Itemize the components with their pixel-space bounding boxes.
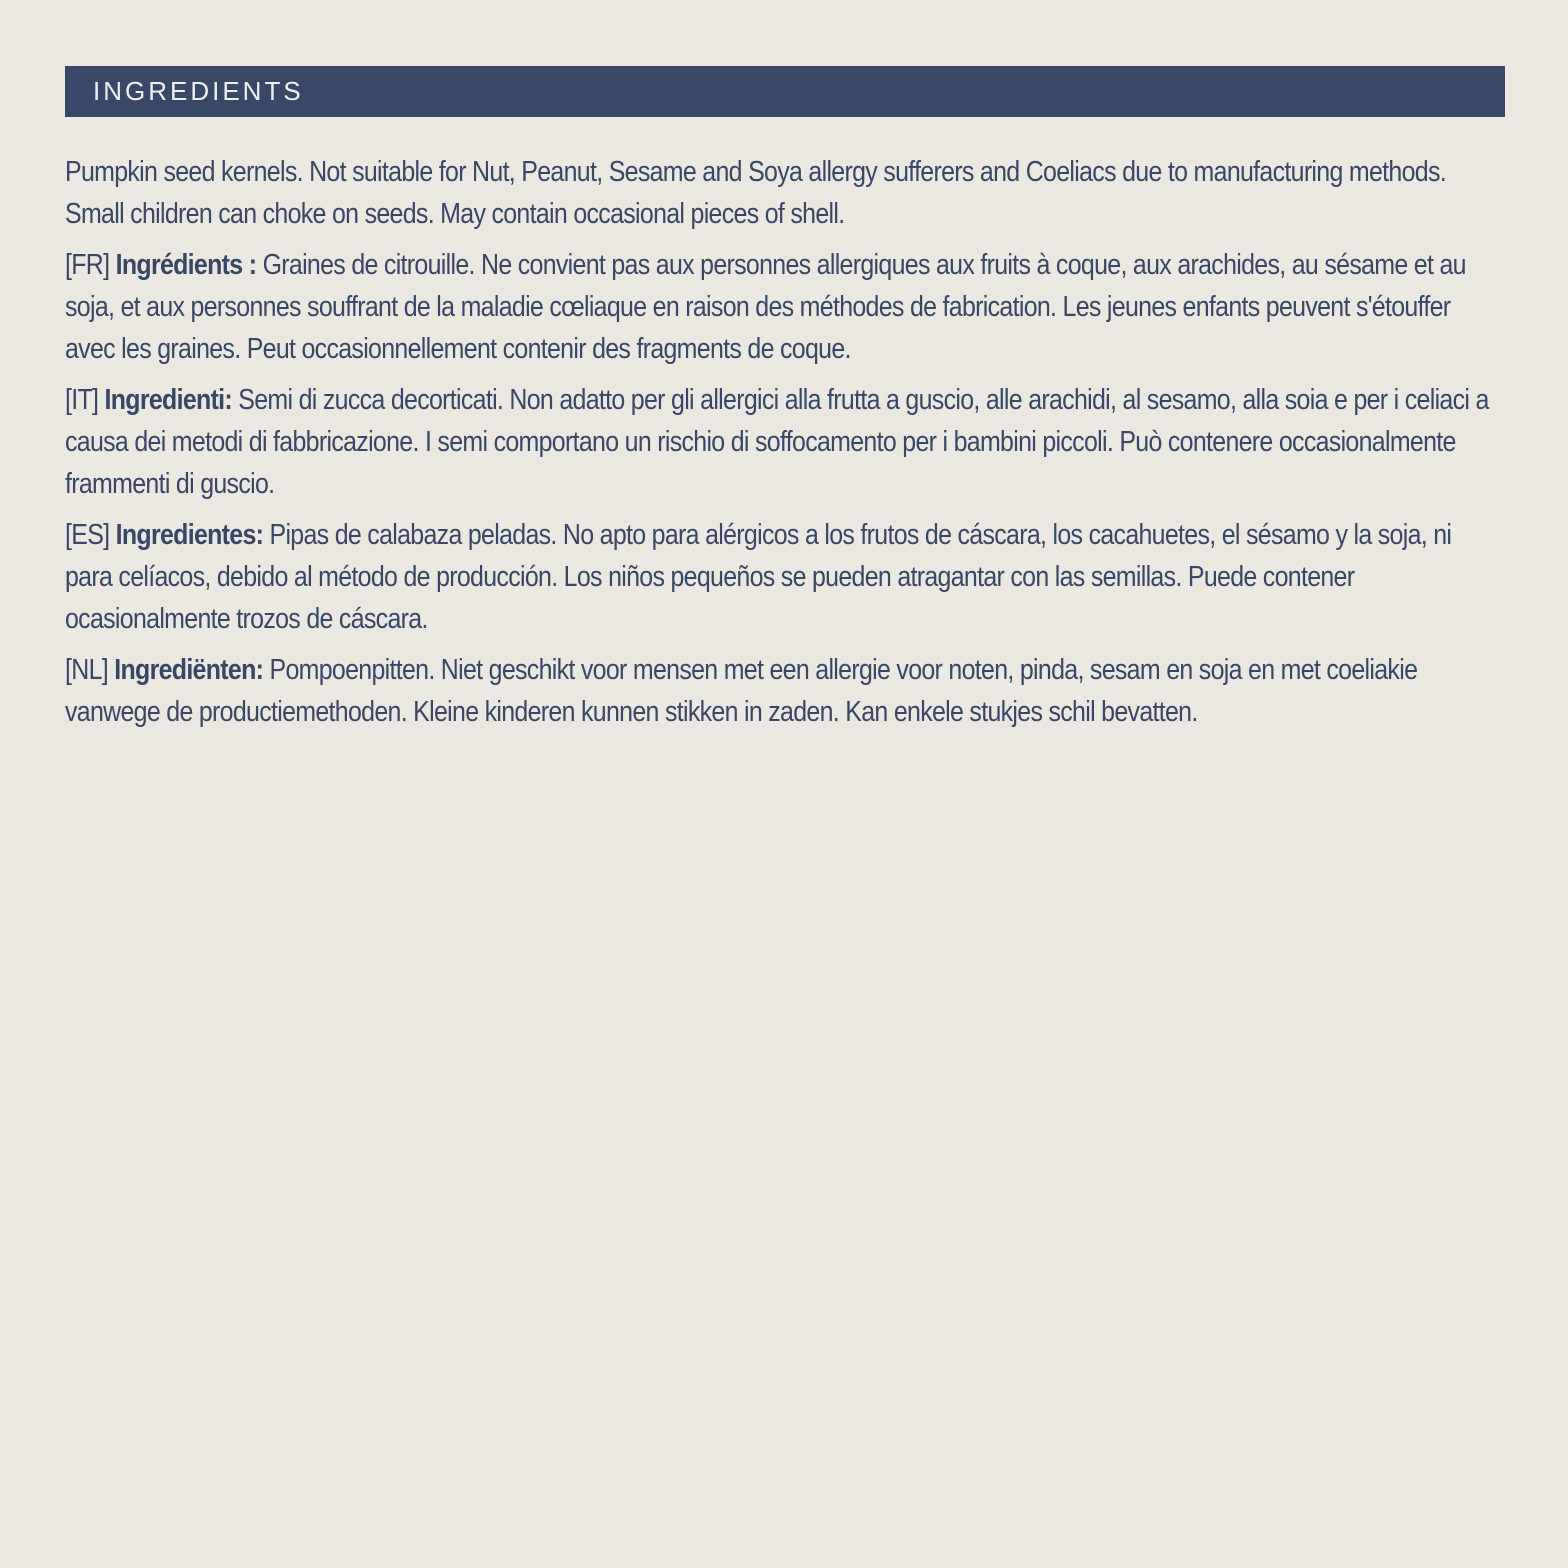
ingredients-paragraph-it xyxy=(65,379,1502,505)
ingredients-paragraph-fr xyxy=(65,244,1502,370)
paragraph-text: Pompoenpitten. Niet geschikt voor mensen met een allergie voor noten, pinda, sesam en soja en met coeliakie vanwege de productiemethoden. Kleine kinderen kunnen stikken in zaden. Kan enkele stukjes schil bevatten. xyxy=(65,654,1418,728)
paragraph-text: Pumpkin seed kernels. Not suitable for Nut, Peanut, Sesame and Soya allergy sufferers and Coeliacs due to manufacturing methods. Small children can choke on seeds. May contain occasional pieces of shell. xyxy=(65,156,1446,230)
paragraph-label: Ingrédients : xyxy=(115,249,257,281)
ingredients-content xyxy=(65,151,1505,733)
paragraph-label: Ingrediënten: xyxy=(114,654,264,686)
section-title: INGREDIENTS xyxy=(93,76,304,106)
language-code: [NL] xyxy=(65,654,115,686)
language-code: [IT] xyxy=(65,384,105,416)
paragraph-text: Pipas de calabaza peladas. No apto para alérgicos a los frutos de cáscara, los cacahuetes, el sésamo y la soja, ni para celíacos, debido al método de producción. Los niños pequeños se pueden atragantar con las semillas. Puede contener ocasionalmente trozos de cáscara. xyxy=(65,519,1452,635)
language-code: [FR] xyxy=(65,249,116,281)
ingredients-panel xyxy=(65,66,1505,742)
paragraph-label: Ingredienti: xyxy=(104,384,233,416)
paragraph-label: Ingredientes: xyxy=(115,519,264,551)
paragraph-text: Semi di zucca decorticati. Non adatto per gli allergici alla frutta a guscio, alle arachidi, al sesamo, alla soia e per i celiaci a causa dei metodi di fabbricazione. I semi comportano un rischio di soffocamento per i bambini piccoli. Può contenere occasionalmente frammenti di guscio. xyxy=(65,384,1489,500)
ingredients-paragraph-en xyxy=(65,151,1502,235)
ingredients-paragraph-es xyxy=(65,514,1502,640)
section-header xyxy=(65,66,1505,117)
paragraph-text: Graines de citrouille. Ne convient pas aux personnes allergiques aux fruits à coque, aux arachides, au sésame et au soja, et aux personnes souffrant de la maladie cœliaque en raison des méthodes de fabrication. Les jeunes enfants peuvent s'étouffer avec les graines. Peut occasionnellement contenir des fragments de coque. xyxy=(65,249,1466,365)
language-code: [ES] xyxy=(65,519,116,551)
ingredients-paragraph-nl xyxy=(65,649,1502,733)
